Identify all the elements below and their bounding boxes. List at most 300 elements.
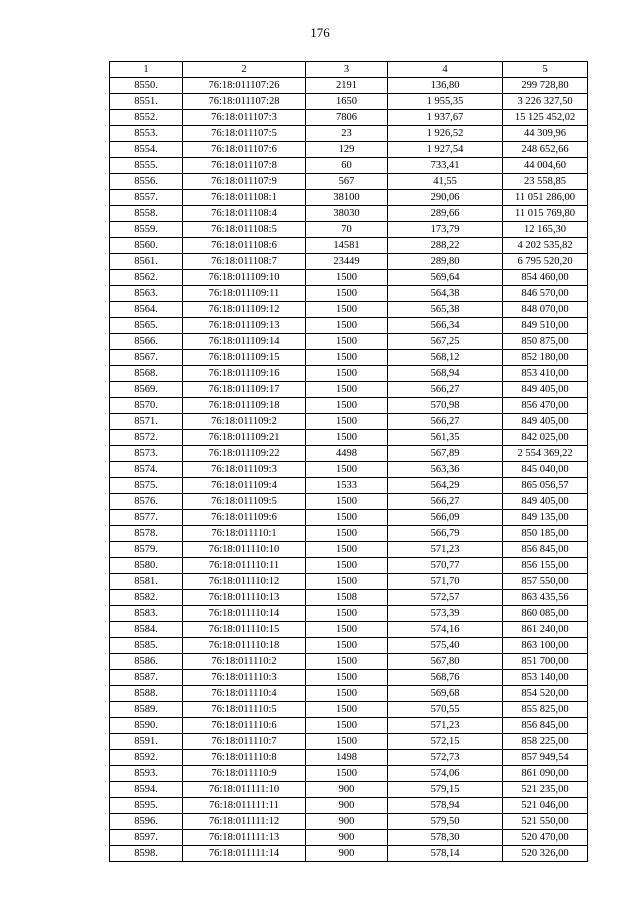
area-cell: 1500 <box>306 382 388 398</box>
table-row <box>110 798 588 814</box>
area-cell: 7806 <box>306 110 388 126</box>
row-number-cell: 8597. <box>110 830 183 846</box>
cadastral-number-cell: 76:18:011110:10 <box>183 542 306 558</box>
table-row <box>110 94 588 110</box>
cadastral-value-cell: 248 652,66 <box>503 142 588 158</box>
cadastral-value-cell: 856 845,00 <box>503 542 588 558</box>
cadastral-number-cell: 76:18:011110:4 <box>183 686 306 702</box>
table-row <box>110 542 588 558</box>
cadastral-value-cell: 856 470,00 <box>503 398 588 414</box>
cadastral-number-cell: 76:18:011110:11 <box>183 558 306 574</box>
column-header-3: 3 <box>306 62 388 78</box>
cadastral-value-cell: 521 046,00 <box>503 798 588 814</box>
specific-value-cell: 568,76 <box>388 670 503 686</box>
table-row <box>110 334 588 350</box>
area-cell: 1500 <box>306 398 388 414</box>
table-row <box>110 430 588 446</box>
cadastral-value-cell: 849 510,00 <box>503 318 588 334</box>
area-cell: 1500 <box>306 622 388 638</box>
table-row <box>110 286 588 302</box>
specific-value-cell: 570,98 <box>388 398 503 414</box>
cadastral-number-cell: 76:18:011111:10 <box>183 782 306 798</box>
cadastral-number-cell: 76:18:011107:9 <box>183 174 306 190</box>
specific-value-cell: 1 955,35 <box>388 94 503 110</box>
row-number-cell: 8583. <box>110 606 183 622</box>
row-number-cell: 8584. <box>110 622 183 638</box>
specific-value-cell: 566,27 <box>388 414 503 430</box>
row-number-cell: 8557. <box>110 190 183 206</box>
cadastral-number-cell: 76:18:011110:2 <box>183 654 306 670</box>
table-row <box>110 590 588 606</box>
cadastral-value-cell: 11 015 769,80 <box>503 206 588 222</box>
specific-value-cell: 567,80 <box>388 654 503 670</box>
table-row <box>110 686 588 702</box>
table-row <box>110 78 588 94</box>
row-number-cell: 8577. <box>110 510 183 526</box>
table-row <box>110 222 588 238</box>
column-header-1: 1 <box>110 62 183 78</box>
cadastral-value-cell: 520 326,00 <box>503 846 588 862</box>
cadastral-number-cell: 76:18:011107:26 <box>183 78 306 94</box>
cadastral-number-cell: 76:18:011107:5 <box>183 126 306 142</box>
cadastral-number-cell: 76:18:011108:1 <box>183 190 306 206</box>
specific-value-cell: 569,64 <box>388 270 503 286</box>
area-cell: 1650 <box>306 94 388 110</box>
specific-value-cell: 573,39 <box>388 606 503 622</box>
table-row <box>110 270 588 286</box>
specific-value-cell: 571,23 <box>388 542 503 558</box>
row-number-cell: 8580. <box>110 558 183 574</box>
row-number-cell: 8560. <box>110 238 183 254</box>
cadastral-value-cell: 851 700,00 <box>503 654 588 670</box>
cadastral-number-cell: 76:18:011109:2 <box>183 414 306 430</box>
cadastral-value-cell: 849 405,00 <box>503 414 588 430</box>
row-number-cell: 8578. <box>110 526 183 542</box>
cadastral-number-cell: 76:18:011109:6 <box>183 510 306 526</box>
specific-value-cell: 563,36 <box>388 462 503 478</box>
area-cell: 1500 <box>306 654 388 670</box>
cadastral-value-cell: 854 520,00 <box>503 686 588 702</box>
cadastral-number-cell: 76:18:011108:4 <box>183 206 306 222</box>
cadastral-number-cell: 76:18:011108:6 <box>183 238 306 254</box>
cadastral-number-cell: 76:18:011109:13 <box>183 318 306 334</box>
row-number-cell: 8555. <box>110 158 183 174</box>
specific-value-cell: 290,06 <box>388 190 503 206</box>
area-cell: 2191 <box>306 78 388 94</box>
cadastral-value-cell: 2 554 369,22 <box>503 446 588 462</box>
row-number-cell: 8554. <box>110 142 183 158</box>
area-cell: 70 <box>306 222 388 238</box>
area-cell: 1500 <box>306 718 388 734</box>
cadastral-value-cell: 842 025,00 <box>503 430 588 446</box>
row-number-cell: 8592. <box>110 750 183 766</box>
row-number-cell: 8593. <box>110 766 183 782</box>
cadastral-number-cell: 76:18:011110:1 <box>183 526 306 542</box>
cadastral-value-cell: 44 004,60 <box>503 158 588 174</box>
table-row <box>110 558 588 574</box>
specific-value-cell: 572,57 <box>388 590 503 606</box>
table-row <box>110 750 588 766</box>
cadastral-value-cell: 848 070,00 <box>503 302 588 318</box>
cadastral-number-cell: 76:18:011107:8 <box>183 158 306 174</box>
specific-value-cell: 570,55 <box>388 702 503 718</box>
cadastral-value-cell: 852 180,00 <box>503 350 588 366</box>
row-number-cell: 8581. <box>110 574 183 590</box>
row-number-cell: 8568. <box>110 366 183 382</box>
table-row <box>110 830 588 846</box>
cadastral-value-cell: 6 795 520,20 <box>503 254 588 270</box>
table-row <box>110 734 588 750</box>
row-number-cell: 8564. <box>110 302 183 318</box>
table-row <box>110 126 588 142</box>
specific-value-cell: 566,27 <box>388 494 503 510</box>
row-number-cell: 8574. <box>110 462 183 478</box>
cadastral-value-cell: 850 875,00 <box>503 334 588 350</box>
table-row <box>110 846 588 862</box>
cadastral-number-cell: 76:18:011107:28 <box>183 94 306 110</box>
cadastral-value-cell: 863 100,00 <box>503 638 588 654</box>
specific-value-cell: 567,89 <box>388 446 503 462</box>
cadastral-value-cell: 12 165,30 <box>503 222 588 238</box>
area-cell: 23 <box>306 126 388 142</box>
cadastral-value-cell: 3 226 327,50 <box>503 94 588 110</box>
area-cell: 1500 <box>306 510 388 526</box>
cadastral-number-cell: 76:18:011110:15 <box>183 622 306 638</box>
table-row <box>110 654 588 670</box>
cadastral-number-cell: 76:18:011109:3 <box>183 462 306 478</box>
cadastral-value-cell: 15 125 452,02 <box>503 110 588 126</box>
cadastral-value-cell: 845 040,00 <box>503 462 588 478</box>
area-cell: 1500 <box>306 670 388 686</box>
cadastral-number-cell: 76:18:011109:14 <box>183 334 306 350</box>
cadastral-value-cell: 853 140,00 <box>503 670 588 686</box>
specific-value-cell: 1 927,54 <box>388 142 503 158</box>
cadastral-number-cell: 76:18:011110:14 <box>183 606 306 622</box>
cadastral-number-cell: 76:18:011108:5 <box>183 222 306 238</box>
area-cell: 1500 <box>306 366 388 382</box>
row-number-cell: 8571. <box>110 414 183 430</box>
cadastral-value-cell: 856 845,00 <box>503 718 588 734</box>
table-row <box>110 238 588 254</box>
cadastral-number-cell: 76:18:011110:7 <box>183 734 306 750</box>
row-number-cell: 8586. <box>110 654 183 670</box>
cadastral-number-cell: 76:18:011109:21 <box>183 430 306 446</box>
specific-value-cell: 733,41 <box>388 158 503 174</box>
specific-value-cell: 41,55 <box>388 174 503 190</box>
table-row <box>110 494 588 510</box>
area-cell: 1500 <box>306 286 388 302</box>
area-cell: 4498 <box>306 446 388 462</box>
cadastral-value-cell: 863 435,56 <box>503 590 588 606</box>
cadastral-value-cell: 854 460,00 <box>503 270 588 286</box>
table-row <box>110 670 588 686</box>
specific-value-cell: 173,79 <box>388 222 503 238</box>
specific-value-cell: 1 937,67 <box>388 110 503 126</box>
cadastral-value-cell: 4 202 535,82 <box>503 238 588 254</box>
specific-value-cell: 578,94 <box>388 798 503 814</box>
cadastral-value-cell: 861 090,00 <box>503 766 588 782</box>
specific-value-cell: 289,80 <box>388 254 503 270</box>
cadastral-value-cell: 849 405,00 <box>503 382 588 398</box>
cadastral-number-cell: 76:18:011107:6 <box>183 142 306 158</box>
table-row <box>110 526 588 542</box>
cadastral-number-cell: 76:18:011108:7 <box>183 254 306 270</box>
row-number-cell: 8591. <box>110 734 183 750</box>
area-cell: 1500 <box>306 302 388 318</box>
cadastral-value-cell: 856 155,00 <box>503 558 588 574</box>
specific-value-cell: 572,73 <box>388 750 503 766</box>
row-number-cell: 8572. <box>110 430 183 446</box>
area-cell: 1533 <box>306 478 388 494</box>
cadastral-number-cell: 76:18:011110:6 <box>183 718 306 734</box>
table-row <box>110 782 588 798</box>
table-row <box>110 110 588 126</box>
row-number-cell: 8585. <box>110 638 183 654</box>
specific-value-cell: 575,40 <box>388 638 503 654</box>
specific-value-cell: 574,16 <box>388 622 503 638</box>
cadastral-value-cell: 855 825,00 <box>503 702 588 718</box>
row-number-cell: 8559. <box>110 222 183 238</box>
specific-value-cell: 1 926,52 <box>388 126 503 142</box>
cadastral-value-table <box>109 61 588 862</box>
specific-value-cell: 574,06 <box>388 766 503 782</box>
table-row <box>110 414 588 430</box>
column-header-5: 5 <box>503 62 588 78</box>
column-header-2: 2 <box>183 62 306 78</box>
area-cell: 1500 <box>306 414 388 430</box>
area-cell: 1500 <box>306 766 388 782</box>
specific-value-cell: 564,38 <box>388 286 503 302</box>
cadastral-number-cell: 76:18:011109:12 <box>183 302 306 318</box>
cadastral-value-cell: 857 550,00 <box>503 574 588 590</box>
row-number-cell: 8576. <box>110 494 183 510</box>
row-number-cell: 8553. <box>110 126 183 142</box>
cadastral-number-cell: 76:18:011110:9 <box>183 766 306 782</box>
table-row <box>110 174 588 190</box>
area-cell: 38030 <box>306 206 388 222</box>
row-number-cell: 8582. <box>110 590 183 606</box>
specific-value-cell: 289,66 <box>388 206 503 222</box>
cadastral-value-cell: 857 949,54 <box>503 750 588 766</box>
cadastral-number-cell: 76:18:011107:3 <box>183 110 306 126</box>
row-number-cell: 8551. <box>110 94 183 110</box>
area-cell: 1500 <box>306 318 388 334</box>
cadastral-number-cell: 76:18:011109:17 <box>183 382 306 398</box>
cadastral-value-cell: 853 410,00 <box>503 366 588 382</box>
area-cell: 900 <box>306 782 388 798</box>
cadastral-value-cell: 520 470,00 <box>503 830 588 846</box>
specific-value-cell: 578,14 <box>388 846 503 862</box>
row-number-cell: 8570. <box>110 398 183 414</box>
row-number-cell: 8589. <box>110 702 183 718</box>
table-row <box>110 702 588 718</box>
table-row <box>110 158 588 174</box>
cadastral-value-cell: 521 235,00 <box>503 782 588 798</box>
cadastral-number-cell: 76:18:011111:14 <box>183 846 306 862</box>
area-cell: 1500 <box>306 430 388 446</box>
specific-value-cell: 570,77 <box>388 558 503 574</box>
area-cell: 1500 <box>306 702 388 718</box>
cadastral-number-cell: 76:18:011111:11 <box>183 798 306 814</box>
row-number-cell: 8573. <box>110 446 183 462</box>
area-cell: 1500 <box>306 686 388 702</box>
row-number-cell: 8561. <box>110 254 183 270</box>
area-cell: 1500 <box>306 606 388 622</box>
table-row <box>110 142 588 158</box>
cadastral-number-cell: 76:18:011109:16 <box>183 366 306 382</box>
cadastral-number-cell: 76:18:011110:18 <box>183 638 306 654</box>
table-row <box>110 206 588 222</box>
cadastral-value-cell: 23 558,85 <box>503 174 588 190</box>
table-row <box>110 814 588 830</box>
table-row <box>110 350 588 366</box>
table-row <box>110 382 588 398</box>
specific-value-cell: 578,30 <box>388 830 503 846</box>
area-cell: 900 <box>306 798 388 814</box>
row-number-cell: 8550. <box>110 78 183 94</box>
row-number-cell: 8558. <box>110 206 183 222</box>
cadastral-value-cell: 521 550,00 <box>503 814 588 830</box>
specific-value-cell: 579,15 <box>388 782 503 798</box>
cadastral-value-cell: 44 309,96 <box>503 126 588 142</box>
area-cell: 900 <box>306 814 388 830</box>
row-number-cell: 8590. <box>110 718 183 734</box>
area-cell: 1500 <box>306 462 388 478</box>
table-row <box>110 622 588 638</box>
cadastral-value-cell: 860 085,00 <box>503 606 588 622</box>
table-row <box>110 318 588 334</box>
row-number-cell: 8575. <box>110 478 183 494</box>
specific-value-cell: 571,70 <box>388 574 503 590</box>
specific-value-cell: 136,80 <box>388 78 503 94</box>
cadastral-number-cell: 76:18:011110:12 <box>183 574 306 590</box>
cadastral-value-cell: 850 185,00 <box>503 526 588 542</box>
row-number-cell: 8594. <box>110 782 183 798</box>
row-number-cell: 8556. <box>110 174 183 190</box>
cadastral-number-cell: 76:18:011109:22 <box>183 446 306 462</box>
cadastral-number-cell: 76:18:011110:3 <box>183 670 306 686</box>
cadastral-number-cell: 76:18:011109:10 <box>183 270 306 286</box>
specific-value-cell: 564,29 <box>388 478 503 494</box>
specific-value-cell: 579,50 <box>388 814 503 830</box>
area-cell: 900 <box>306 830 388 846</box>
specific-value-cell: 561,35 <box>388 430 503 446</box>
cadastral-value-cell: 849 405,00 <box>503 494 588 510</box>
cadastral-number-cell: 76:18:011109:18 <box>183 398 306 414</box>
area-cell: 1500 <box>306 734 388 750</box>
cadastral-value-cell: 865 056,57 <box>503 478 588 494</box>
cadastral-number-cell: 76:18:011110:13 <box>183 590 306 606</box>
specific-value-cell: 566,34 <box>388 318 503 334</box>
table-row <box>110 462 588 478</box>
cadastral-value-cell: 846 570,00 <box>503 286 588 302</box>
area-cell: 1500 <box>306 334 388 350</box>
table-row <box>110 446 588 462</box>
cadastral-number-cell: 76:18:011109:11 <box>183 286 306 302</box>
area-cell: 1500 <box>306 494 388 510</box>
row-number-cell: 8579. <box>110 542 183 558</box>
area-cell: 14581 <box>306 238 388 254</box>
area-cell: 1500 <box>306 526 388 542</box>
column-header-4: 4 <box>388 62 503 78</box>
specific-value-cell: 572,15 <box>388 734 503 750</box>
cadastral-value-cell: 861 240,00 <box>503 622 588 638</box>
cadastral-number-cell: 76:18:011110:5 <box>183 702 306 718</box>
area-cell: 129 <box>306 142 388 158</box>
cadastral-number-cell: 76:18:011109:15 <box>183 350 306 366</box>
row-number-cell: 8562. <box>110 270 183 286</box>
cadastral-number-cell: 76:18:011109:5 <box>183 494 306 510</box>
row-number-cell: 8569. <box>110 382 183 398</box>
row-number-cell: 8565. <box>110 318 183 334</box>
row-number-cell: 8587. <box>110 670 183 686</box>
row-number-cell: 8598. <box>110 846 183 862</box>
table-row <box>110 398 588 414</box>
area-cell: 1500 <box>306 350 388 366</box>
area-cell: 567 <box>306 174 388 190</box>
row-number-cell: 8595. <box>110 798 183 814</box>
table-row <box>110 254 588 270</box>
table-row <box>110 638 588 654</box>
table-body <box>110 78 588 862</box>
table-header-row <box>110 62 588 78</box>
area-cell: 1500 <box>306 558 388 574</box>
table-row <box>110 190 588 206</box>
table-row <box>110 766 588 782</box>
area-cell: 60 <box>306 158 388 174</box>
table-row <box>110 366 588 382</box>
row-number-cell: 8596. <box>110 814 183 830</box>
area-cell: 1500 <box>306 542 388 558</box>
specific-value-cell: 568,12 <box>388 350 503 366</box>
area-cell: 1500 <box>306 270 388 286</box>
specific-value-cell: 288,22 <box>388 238 503 254</box>
row-number-cell: 8567. <box>110 350 183 366</box>
area-cell: 1500 <box>306 574 388 590</box>
cadastral-value-cell: 849 135,00 <box>503 510 588 526</box>
specific-value-cell: 568,94 <box>388 366 503 382</box>
table-row <box>110 606 588 622</box>
row-number-cell: 8552. <box>110 110 183 126</box>
cadastral-value-cell: 11 051 286,00 <box>503 190 588 206</box>
specific-value-cell: 566,79 <box>388 526 503 542</box>
table-row <box>110 302 588 318</box>
area-cell: 1500 <box>306 638 388 654</box>
cadastral-number-cell: 76:18:011110:8 <box>183 750 306 766</box>
cadastral-number-cell: 76:18:011109:4 <box>183 478 306 494</box>
specific-value-cell: 566,09 <box>388 510 503 526</box>
specific-value-cell: 569,68 <box>388 686 503 702</box>
specific-value-cell: 565,38 <box>388 302 503 318</box>
row-number-cell: 8563. <box>110 286 183 302</box>
cadastral-value-cell: 858 225,00 <box>503 734 588 750</box>
area-cell: 23449 <box>306 254 388 270</box>
row-number-cell: 8566. <box>110 334 183 350</box>
area-cell: 900 <box>306 846 388 862</box>
cadastral-value-cell: 299 728,80 <box>503 78 588 94</box>
area-cell: 38100 <box>306 190 388 206</box>
table-row <box>110 510 588 526</box>
area-cell: 1498 <box>306 750 388 766</box>
area-cell: 1508 <box>306 590 388 606</box>
specific-value-cell: 567,25 <box>388 334 503 350</box>
page-number: 176 <box>310 25 330 40</box>
cadastral-number-cell: 76:18:011111:12 <box>183 814 306 830</box>
specific-value-cell: 566,27 <box>388 382 503 398</box>
row-number-cell: 8588. <box>110 686 183 702</box>
table-row <box>110 574 588 590</box>
table-row <box>110 718 588 734</box>
